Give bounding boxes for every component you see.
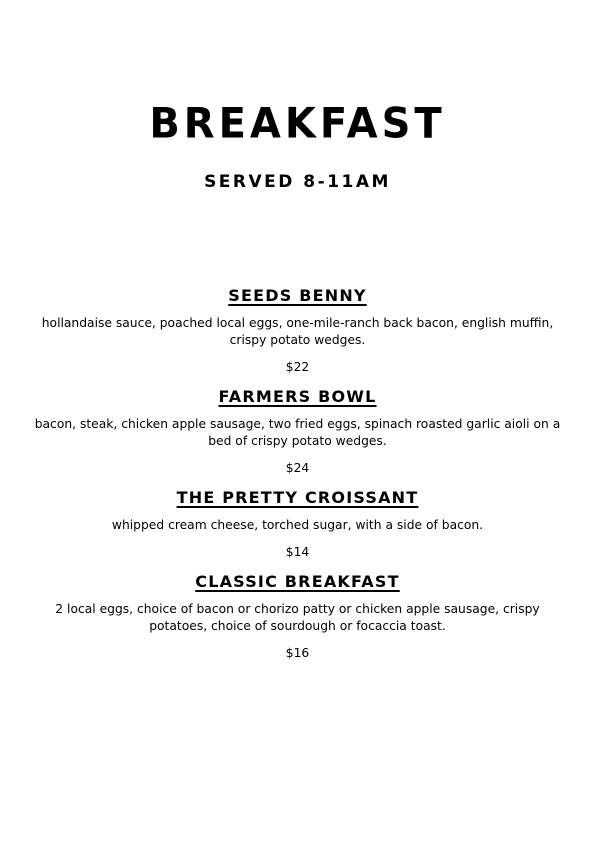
menu-item-description: hollandaise sauce, poached local eggs, one-mile-ranch back bacon, english muffin, crispy potato wedges. [41,316,554,347]
menu-item [0,285,595,376]
menu-title: BREAKFAST [149,99,446,149]
menu-item-description: 2 local eggs, choice of bacon or chorizo patty or chicken apple sausage, crispy potatoes, choice of sourdough or focaccia toast. [55,602,540,633]
menu-item-description: whipped cream cheese, torched sugar, with a side of bacon. [111,518,484,532]
menu-item [0,487,595,561]
menu-item-price: $24 [285,461,310,475]
menu-item-name: FARMERS BOWL [218,387,377,406]
menu-item-name: CLASSIC BREAKFAST [195,572,400,591]
menu-item-name: SEEDS BENNY [228,286,367,305]
menu-item-name: THE PRETTY CROISSANT [176,488,419,507]
menu-items-list [0,285,595,672]
menu-item [0,571,595,662]
menu-item-price: $14 [285,545,310,559]
menu-item [0,386,595,477]
menu-item-price: $16 [285,646,310,660]
menu-item-price: $22 [285,360,310,374]
menu-item-description: bacon, steak, chicken apple sausage, two fried eggs, spinach roasted garlic aioli on a bed of crispy potato wedges. [34,417,561,448]
menu-subtitle: SERVED 8-11AM [204,172,391,192]
